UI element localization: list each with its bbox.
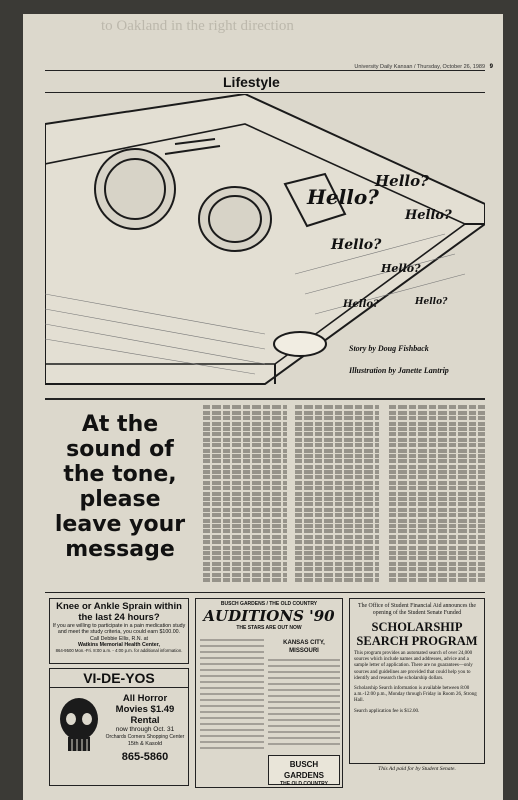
section-title: Lifestyle — [223, 74, 280, 90]
video-line2: Movies — [115, 704, 148, 715]
article-headline: At the sound of the tone, please leave your message — [54, 412, 186, 562]
video-store-name: VI-DE-YOS — [50, 669, 188, 688]
video-line6: 15th & Kasold — [127, 741, 163, 747]
scholarship-ad — [349, 598, 485, 764]
scholarship-office: The Office of Student Financial Aid announces the opening of the Student Senate Funded — [358, 603, 476, 616]
dateline: University Daily Kansan / Thursday, October 26, 1989 — [354, 64, 485, 70]
hello-bubble: Hello? — [331, 237, 382, 253]
sprain-ad-body: If you are willing to participate in a pain medication study and meet the study criteria, you could earn $100.00. — [52, 623, 186, 636]
video-line5: Orchards Corners Shopping Center — [105, 734, 185, 740]
hello-bubble: Hello? — [375, 172, 429, 190]
hello-bubble: Hello? — [381, 262, 421, 275]
scholarship-note: Scholarship Search information is available between 8:00 a.m.-12:00 p.m., Monday through Friday in Room 26, Strong Hall. — [354, 686, 477, 704]
gardens-location: KANSAS CITY, MISSOURI — [283, 640, 325, 654]
video-line4: now through Oct. 31 — [115, 726, 175, 733]
article-rule — [45, 398, 485, 400]
newspaper-page — [23, 14, 503, 800]
header-rule-bottom — [45, 92, 485, 93]
hello-bubble: Hello? — [307, 185, 379, 209]
gardens-title: AUDITIONS '90 — [203, 607, 335, 625]
scholarship-body: This program provides an automated search of over 24,000 sources which include names and addresses, advice and a sample letter of application. There are no guarantees—only sources and guidelines are provided that could help you to identify and research the scholarship dollars. — [354, 651, 473, 681]
header-rule-top — [45, 70, 485, 71]
illustration-credit: Illustration by Janette Lantrip — [349, 366, 449, 375]
gardens-brand: BUSCH GARDENS — [283, 760, 324, 780]
sprain-study-ad — [49, 598, 189, 664]
skull-icon — [56, 695, 102, 755]
video-phone: 865-5860 — [121, 751, 169, 763]
scholarship-title: SCHOLARSHIP SEARCH PROGRAM — [356, 620, 478, 648]
sprain-ad-center: Watkins Memorial Health Center, — [78, 641, 160, 648]
sprain-ad-contact: Call Debbie Ellis, R.N. at — [90, 635, 148, 642]
hello-bubble: Hello? — [415, 297, 448, 307]
busch-gardens-ad — [195, 598, 343, 788]
masthead-ghost-text: to Oakland in the right direction — [101, 18, 294, 34]
gardens-brand-sub: THE OLD COUNTRY — [280, 781, 328, 787]
hello-bubble: Hello? — [343, 299, 379, 310]
video-line1: All Horror — [122, 693, 168, 704]
scholarship-fee: Search application fee is $12.00. — [354, 708, 420, 714]
sprain-ad-hours: 864-9500 Mon.-Fri. 8:00 a.m. - 4:00 p.m. for additional information. — [55, 648, 183, 654]
hello-bubble: Hello? — [405, 208, 452, 223]
gardens-banner: BUSCH GARDENS / THE OLD COUNTRY — [220, 601, 318, 607]
videos-ad — [49, 668, 189, 786]
story-credit: Story by Doug Fishback — [349, 344, 429, 353]
scholarship-paid-note: This Ad paid for by Student Senate. — [349, 766, 485, 784]
gardens-right-text — [268, 659, 340, 749]
video-price: $1.49 — [150, 704, 175, 715]
page-number: 9 — [489, 64, 493, 70]
ads-rule — [45, 592, 485, 593]
article-column — [389, 404, 485, 586]
gardens-subtitle: THE STARS ARE OUT NOW — [236, 625, 302, 631]
article-column — [203, 404, 287, 586]
article-column — [295, 404, 379, 586]
sprain-ad-title: Knee or Ankle Sprain within the last 24 hours? — [56, 601, 182, 623]
gardens-left-text — [200, 639, 264, 749]
video-line3: Rental — [130, 715, 160, 726]
